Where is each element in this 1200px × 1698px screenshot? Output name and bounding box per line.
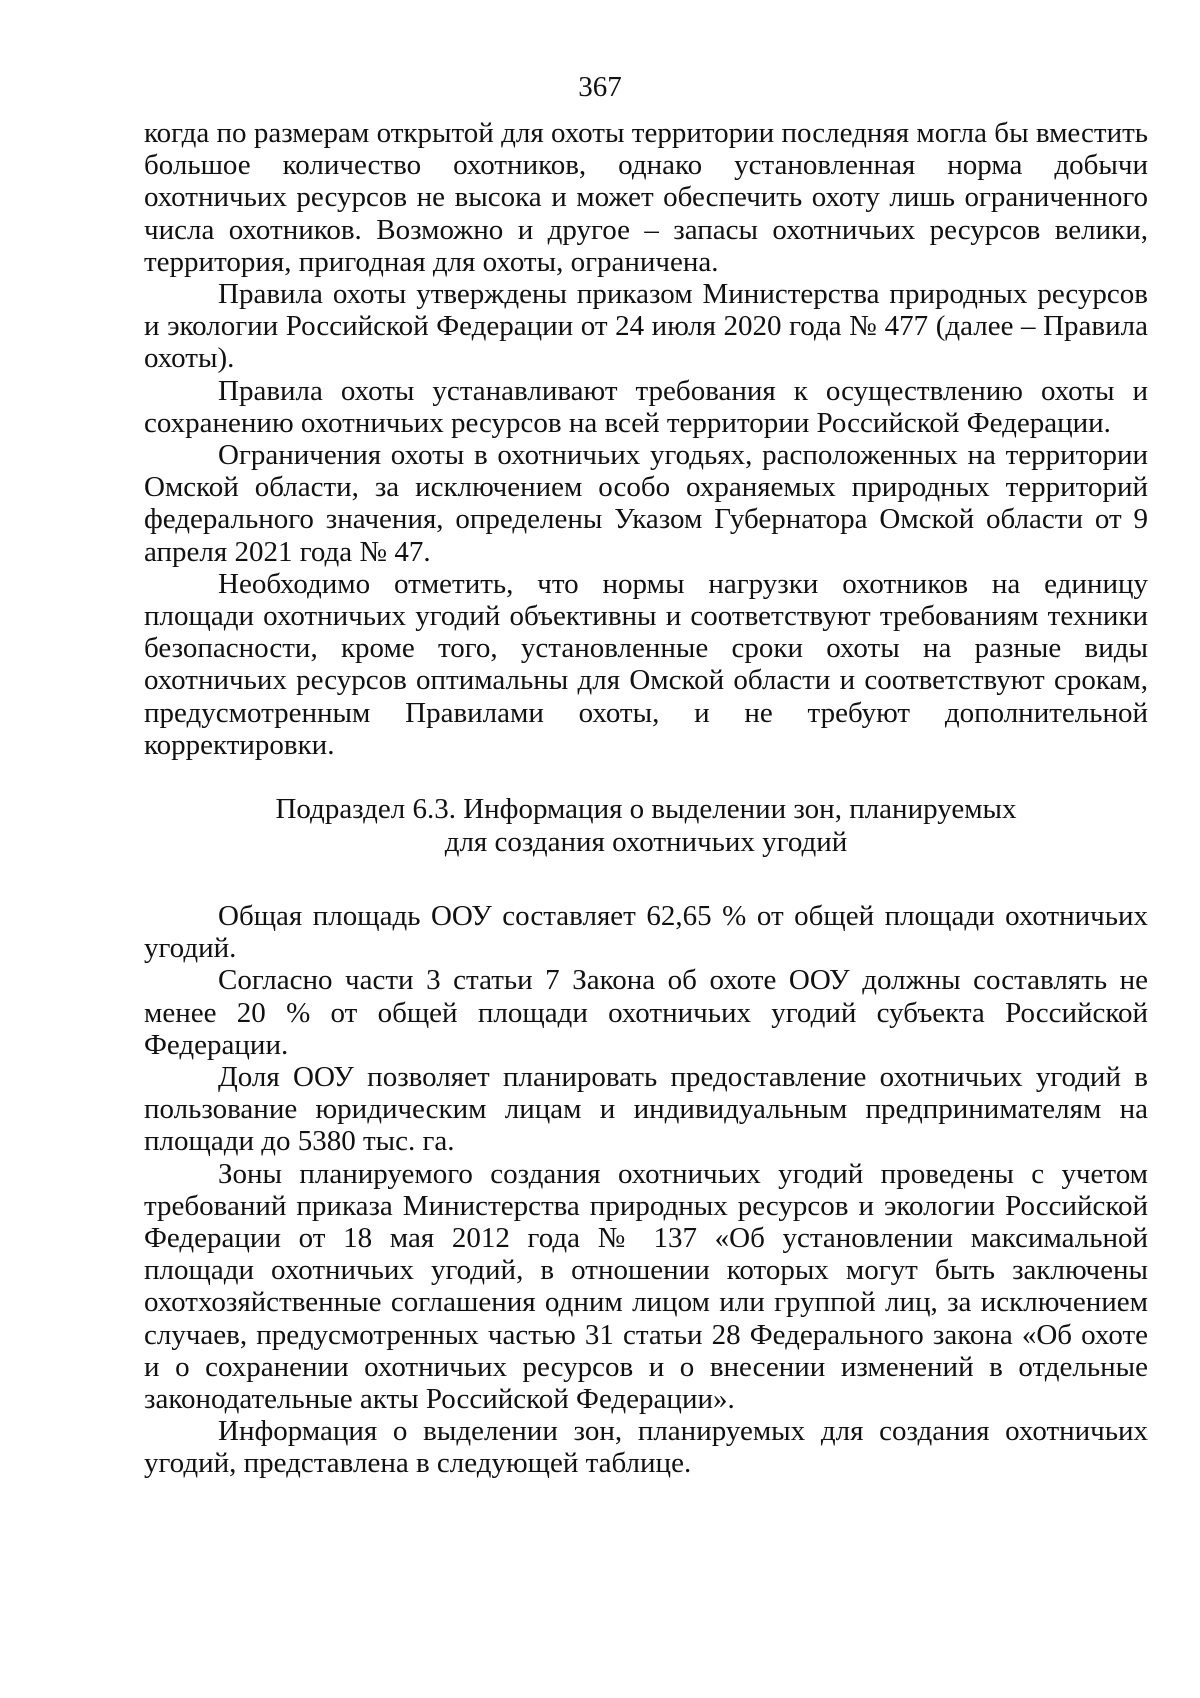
- paragraph-share: Доля ООУ позволяет планировать предоставление охотничьих угодий в пользование юридическим лицам и индивидуальным предпринимателям на площади до 5380 тыс. га.: [144, 1061, 1148, 1158]
- subsection-heading-line-2: для создания охотничьих угодий: [444, 826, 848, 858]
- subsection-heading: [144, 793, 1148, 859]
- body-text-upper: [144, 117, 1148, 761]
- paragraph-zones: Зоны планируемого создания охотничьих угодий проведены с учетом требований приказа Министерства природных ресурсов и экологии Российской Федерации от 18 мая 2012 года № 137 «Об установлении максимальной площади охотничьих угодий, в отношении которых могут быть заключены охотхозяйственные соглашения одним лицом или группой лиц, за исключением случаев, предусмотренных частью 31 статьи 28 Федерального закона «Об охоте и о сохранении охотничьих ресурсов и о внесении изменений в отдельные законодательные акты Российской Федерации».: [144, 1157, 1148, 1416]
- paragraph-rules-requirements: Правила охоты устанавливают требования к осуществлению охоты и сохранению охотничьих ресурсов на всей территории Российской Федерации.: [144, 374, 1148, 439]
- body-text-lower: [144, 900, 1148, 1480]
- paragraph-total-area: Общая площадь ООУ составляет 62,65 % от общей площади охотничьих угодий.: [144, 900, 1148, 965]
- paragraph-law-article: Согласно части 3 статьи 7 Закона об охоте ООУ должны составлять не менее 20 % от общей площади охотничьих угодий субъекта Российской Федерации.: [144, 964, 1148, 1061]
- paragraph-load-norms: Необходимо отметить, что нормы нагрузки охотников на единицу площади охотничьих угодий объективны и соответствуют требованиям техники безопасности, кроме того, установленные сроки охоты на разные виды охотничьих ресурсов оптимальны для Омской области и соответствуют срокам, предусмотренным Правилами охоты, и не требуют дополнительной корректировки.: [144, 567, 1148, 761]
- paragraph-hunting-restrictions: Ограничения охоты в охотничьих угодьях, расположенных на территории Омской области, за исключением особо охраняемых природных территорий федерального значения, определены Указом Губернатора Омской области от 9 апреля 2021 года № 47.: [144, 439, 1148, 568]
- page-number: 367: [578, 71, 622, 103]
- paragraph-table-reference: Информация о выделении зон, планируемых для создания охотничьих угодий, представлена в следующей таблице.: [144, 1415, 1148, 1480]
- paragraph-continuation: когда по размерам открытой для охоты территории последняя могла бы вместить большое количество охотников, однако установленная норма добычи охотничьих ресурсов не высока и может обеспечить охоту лишь ограниченного числа охотников. Возможно и другое – запасы охотничьих ресурсов велики, территория, пригодная для охоты, ограничена.: [144, 117, 1148, 278]
- subsection-heading-line-1: Подраздел 6.3. Информация о выделении зон, планируемых: [275, 793, 1017, 825]
- paragraph-hunting-rules: Правила охоты утверждены приказом Министерства природных ресурсов и экологии Российской Федерации от 24 июля 2020 года № 477 (далее – Правила охоты).: [144, 278, 1148, 375]
